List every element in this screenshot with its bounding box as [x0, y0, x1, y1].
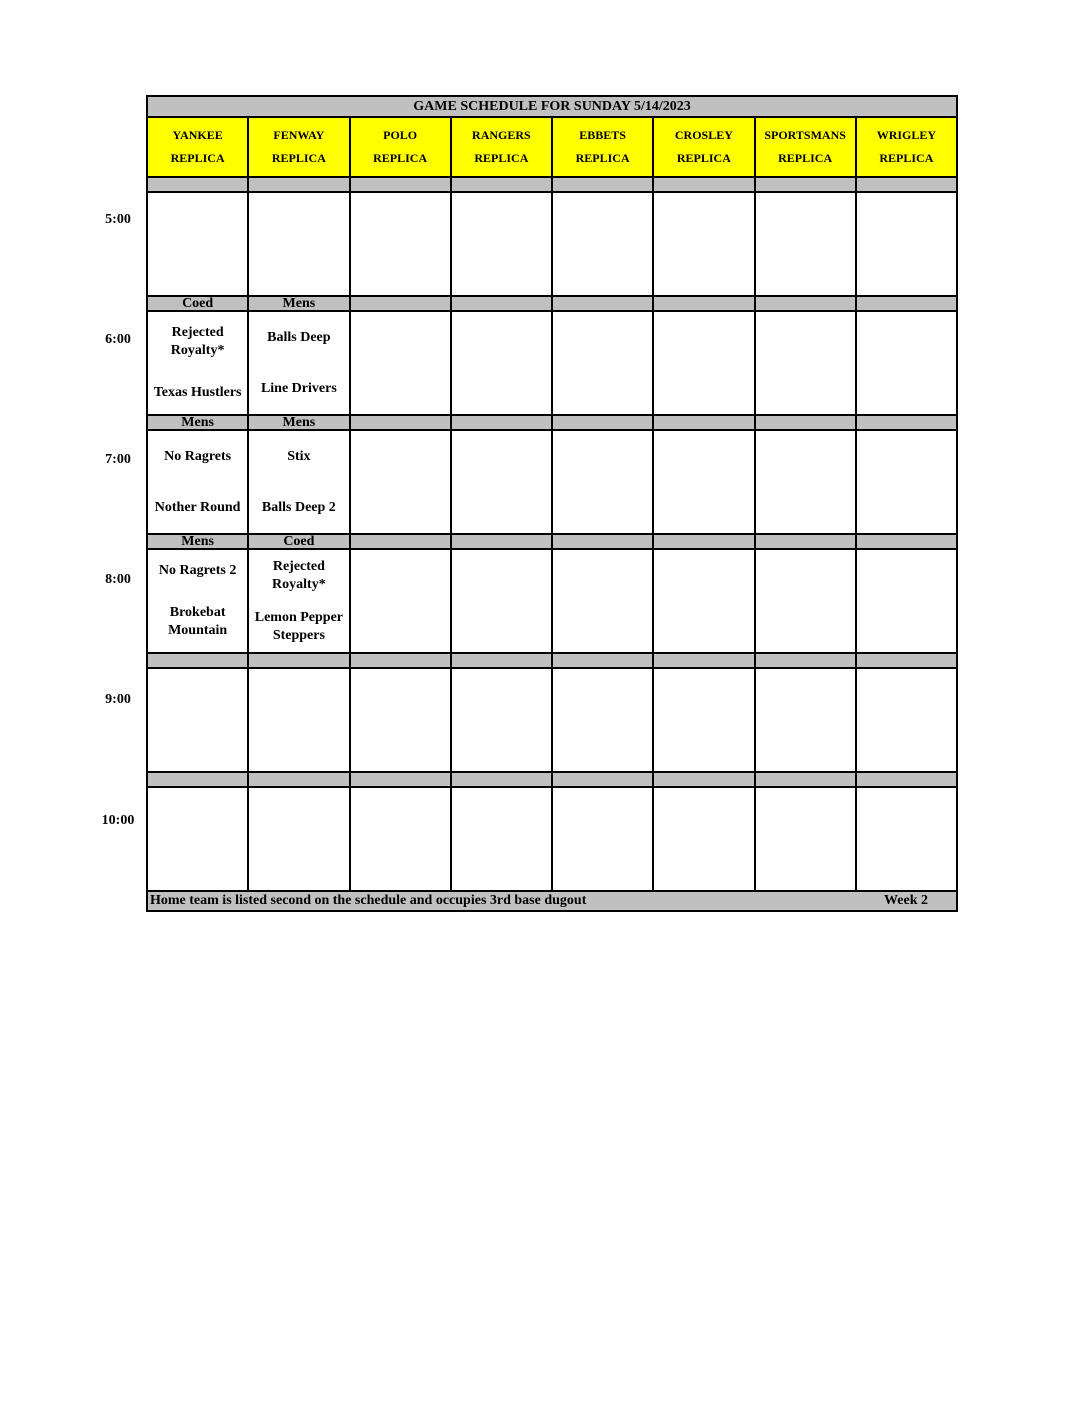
away-team: No Ragrets: [164, 448, 232, 464]
field-header-row: [147, 117, 957, 177]
division-label: [147, 772, 248, 787]
game-cell: [653, 549, 754, 653]
field-subtitle: REPLICA: [676, 151, 731, 165]
game-cell: [248, 311, 349, 415]
game-cell: [350, 668, 451, 772]
division-label: [552, 296, 653, 311]
game-cell: [451, 192, 552, 296]
division-label: [147, 653, 248, 668]
division-row: [147, 772, 957, 787]
division-label: [653, 415, 754, 430]
time-slot-row: [147, 668, 957, 772]
game-cell: [147, 430, 248, 534]
away-team: Rejected Royalty*: [272, 558, 326, 592]
matchup: [148, 550, 247, 652]
time-slot-row: [147, 192, 957, 296]
time-label: 7:00: [105, 452, 131, 467]
field-header-rangers: [451, 117, 552, 177]
time-label: 5:00: [105, 212, 131, 227]
matchup: [249, 431, 348, 533]
title-row: [147, 96, 957, 117]
week-label: Week 2: [884, 893, 928, 908]
division-label: [755, 415, 856, 430]
game-cell: [552, 192, 653, 296]
game-cell: [552, 549, 653, 653]
field-name: SPORTSMANS: [764, 128, 846, 142]
game-cell: [451, 311, 552, 415]
field-subtitle: REPLICA: [271, 151, 326, 165]
matchup: [148, 431, 247, 533]
game-cell: [451, 668, 552, 772]
field-subtitle: REPLICA: [575, 151, 630, 165]
field-name: CROSLEY: [674, 128, 733, 142]
time-slot-row: [147, 787, 957, 891]
division-label: [451, 415, 552, 430]
home-team: Texas Hustlers: [153, 385, 242, 400]
away-team: No Ragrets 2: [158, 563, 237, 578]
field-name: EBBETS: [579, 128, 626, 142]
division-label: [856, 534, 957, 549]
division-label: [552, 772, 653, 787]
division-label: [147, 177, 248, 192]
division-label: [350, 177, 451, 192]
division-label: [755, 653, 856, 668]
game-cell: [856, 192, 957, 296]
division-label: [552, 177, 653, 192]
division-label: [350, 653, 451, 668]
game-cell: [350, 430, 451, 534]
division-label: [552, 415, 653, 430]
game-cell: [248, 787, 349, 891]
division-label: [350, 415, 451, 430]
game-cell: [755, 311, 856, 415]
time-label: 8:00: [105, 572, 131, 587]
division-row: [147, 177, 957, 192]
time-slot-row: [147, 430, 957, 534]
game-cell: [248, 668, 349, 772]
home-team: Brokebat Mountain: [168, 605, 228, 638]
division-label: [856, 177, 957, 192]
field-header-crosley: [653, 117, 754, 177]
field-header-sportsmans: [755, 117, 856, 177]
game-cell: [653, 787, 754, 891]
game-cell: [248, 430, 349, 534]
division-label: [451, 177, 552, 192]
field-header-polo: [350, 117, 451, 177]
division-label: [248, 177, 349, 192]
game-cell: [147, 192, 248, 296]
game-cell: [755, 192, 856, 296]
game-cell: [350, 549, 451, 653]
game-cell: [552, 668, 653, 772]
division-label: [856, 296, 957, 311]
division-label: [248, 772, 349, 787]
game-cell: [552, 430, 653, 534]
game-cell: [552, 311, 653, 415]
division-label: [350, 772, 451, 787]
game-cell: [856, 549, 957, 653]
game-cell: [552, 787, 653, 891]
home-team-note: Home team is listed second on the schedule and occupies 3rd base dugout: [150, 893, 587, 908]
time-label: 6:00: [105, 332, 131, 347]
away-team: Stix: [287, 448, 311, 464]
game-cell: [350, 311, 451, 415]
division-label: Mens: [147, 415, 248, 430]
game-cell: [451, 549, 552, 653]
division-row: [147, 296, 957, 311]
game-cell: [856, 311, 957, 415]
game-cell: [248, 549, 349, 653]
field-header-wrigley: [856, 117, 957, 177]
field-name: RANGERS: [472, 128, 531, 142]
home-team: Line Drivers: [260, 380, 337, 396]
division-label: [755, 772, 856, 787]
field-header-fenway: [248, 117, 349, 177]
footer-cell: [147, 891, 957, 911]
game-cell: [451, 430, 552, 534]
division-label: [451, 296, 552, 311]
field-header-ebbets: [552, 117, 653, 177]
division-label: [755, 177, 856, 192]
schedule-table: [146, 95, 958, 912]
division-label: [248, 653, 349, 668]
division-label: Mens: [248, 296, 349, 311]
division-label: [653, 177, 754, 192]
footer-row: [147, 891, 957, 911]
game-cell: [147, 787, 248, 891]
field-name: FENWAY: [273, 128, 325, 142]
division-label: [653, 296, 754, 311]
game-cell: [653, 430, 754, 534]
field-subtitle: REPLICA: [373, 151, 428, 165]
division-label: [451, 772, 552, 787]
division-label: Mens: [147, 534, 248, 549]
division-row: [147, 653, 957, 668]
division-row: [147, 415, 957, 430]
division-label: [552, 653, 653, 668]
field-header-yankee: [147, 117, 248, 177]
division-label: [856, 653, 957, 668]
field-subtitle: REPLICA: [474, 151, 529, 165]
division-label: [350, 534, 451, 549]
home-team: Lemon Pepper Steppers: [254, 609, 343, 643]
division-label: [653, 534, 754, 549]
matchup: [249, 550, 348, 652]
division-row: [147, 534, 957, 549]
matchup: [148, 312, 247, 414]
schedule-title: GAME SCHEDULE FOR SUNDAY 5/14/2023: [147, 96, 957, 117]
field-subtitle: REPLICA: [879, 151, 934, 165]
time-slot-row: [147, 549, 957, 653]
game-cell: [755, 787, 856, 891]
division-label: Coed: [147, 296, 248, 311]
home-team: Balls Deep 2: [261, 499, 336, 515]
division-label: [350, 296, 451, 311]
game-cell: [755, 549, 856, 653]
game-cell: [248, 192, 349, 296]
division-label: [451, 653, 552, 668]
game-cell: [653, 311, 754, 415]
away-team: Balls Deep: [267, 329, 331, 345]
game-cell: [451, 787, 552, 891]
field-name: WRIGLEY: [876, 128, 937, 142]
division-label: Coed: [248, 534, 349, 549]
time-label: 9:00: [105, 692, 131, 707]
field-subtitle: REPLICA: [170, 151, 225, 165]
game-cell: [350, 787, 451, 891]
field-subtitle: REPLICA: [778, 151, 833, 165]
game-cell: [653, 192, 754, 296]
division-label: Mens: [248, 415, 349, 430]
field-name: POLO: [383, 128, 418, 142]
matchup: [249, 312, 348, 414]
game-cell: [856, 668, 957, 772]
time-slot-row: [147, 311, 957, 415]
game-cell: [147, 311, 248, 415]
game-cell: [856, 787, 957, 891]
home-team: Nother Round: [154, 499, 241, 515]
game-cell: [147, 549, 248, 653]
game-cell: [350, 192, 451, 296]
division-label: [755, 534, 856, 549]
game-cell: [755, 430, 856, 534]
game-cell: [856, 430, 957, 534]
away-team: Rejected Royalty*: [170, 325, 225, 358]
division-label: [552, 534, 653, 549]
game-cell: [653, 668, 754, 772]
game-cell: [147, 668, 248, 772]
division-label: [856, 415, 957, 430]
game-cell: [755, 668, 856, 772]
field-name: YANKEE: [172, 128, 223, 142]
division-label: [856, 772, 957, 787]
division-label: [451, 534, 552, 549]
division-label: [653, 772, 754, 787]
time-label: 10:00: [101, 813, 135, 828]
division-label: [755, 296, 856, 311]
division-label: [653, 653, 754, 668]
